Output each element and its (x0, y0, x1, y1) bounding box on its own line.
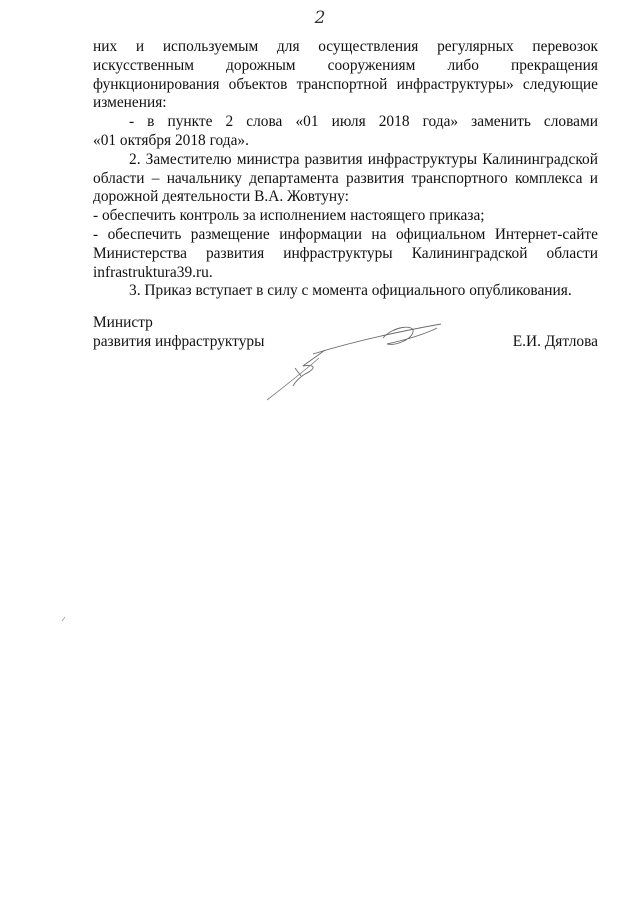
text-line: изменения: (93, 94, 167, 112)
text-line: - обеспечить контроль за исполнением настоящего приказа; (93, 207, 485, 225)
handwritten-signature (255, 316, 450, 406)
document-body (93, 38, 598, 301)
paragraph-item-3 (93, 282, 598, 301)
text-line: области – начальнику департамента развития транспортного комплекса и (93, 169, 598, 187)
paragraph-bullet-2 (93, 226, 598, 282)
text-line: функционирования объектов транспортной инфраструктуры» следующие (93, 75, 598, 93)
page-number: 2 (314, 8, 326, 28)
text-line: 2. Заместителю министра развития инфраструктуры Калининградской (129, 150, 598, 168)
signatory-name: Е.И. Дятлова (512, 332, 598, 350)
paragraph-bullet-1 (93, 207, 598, 226)
text-line: 3. Приказ вступает в силу с момента официального опубликования. (129, 282, 572, 300)
text-line: «01 октября 2018 года». (93, 131, 249, 149)
signatory-title-line-1: Министр (93, 314, 153, 331)
text-line: - обеспечить размещение информации на официальном Интернет-сайте (93, 225, 598, 243)
paragraph-intro (93, 38, 598, 113)
paragraph-item-2 (93, 151, 598, 207)
text-line: Министерства развития инфраструктуры Калининградской области (93, 244, 598, 262)
text-line: искусственным дорожным сооружениям либо прекращения (93, 56, 598, 74)
paragraph-item-dash (93, 113, 598, 151)
text-line: них и используемым для осуществления регулярных перевозок (93, 38, 598, 55)
text-line: дорожной деятельности В.А. Жовтуну: (93, 188, 349, 206)
text-line: - в пункте 2 слова «01 июля 2018 года» заменить словами (129, 113, 598, 131)
stray-ink-mark (60, 615, 68, 623)
text-line: infrastruktura39.ru. (93, 263, 213, 281)
signatory-title-line-2: развития инфраструктуры (93, 332, 265, 350)
